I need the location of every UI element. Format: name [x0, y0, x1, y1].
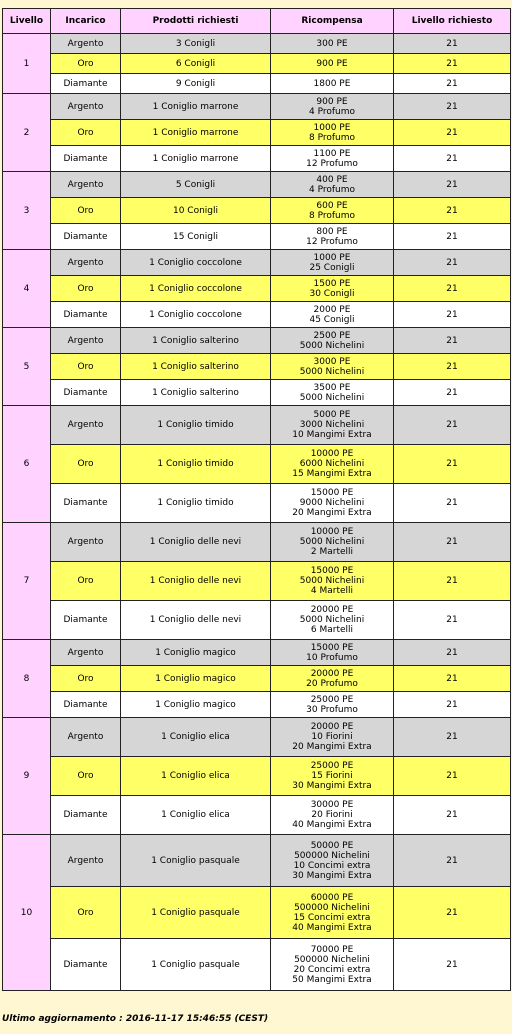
reward-line: 4 Profumo [308, 106, 355, 117]
reward-line: 5000 PE [313, 410, 351, 420]
reward-line: 20000 PE [310, 668, 354, 679]
product-cell: 1 Coniglio marrone [121, 146, 271, 172]
reward-line: 25 Conigli [309, 262, 355, 273]
reward-cell [271, 406, 394, 445]
task-cell: Diamante [51, 302, 121, 328]
table-row [3, 939, 511, 991]
product-cell: 3 Conigli [121, 34, 271, 54]
header-row [3, 9, 511, 34]
product-cell: 1 Coniglio coccolone [121, 250, 271, 276]
required-level-cell: 21 [394, 718, 511, 757]
table-row [3, 146, 511, 172]
level-cell: 2 [3, 94, 51, 172]
reward-cell [271, 224, 394, 250]
reward-line: 20 Profumo [306, 678, 358, 689]
level-cell: 8 [3, 640, 51, 718]
reward-cell [271, 523, 394, 562]
header-livello: Livello [3, 9, 51, 34]
product-cell: 1 Coniglio salterino [121, 380, 271, 406]
table-row [3, 328, 511, 354]
product-cell: 1 Coniglio timido [121, 484, 271, 523]
task-cell: Oro [51, 54, 121, 74]
reward-line: 20 Mangimi Extra [292, 742, 372, 752]
reward-line: 900 PE [316, 96, 348, 107]
required-level-cell: 21 [394, 172, 511, 198]
product-cell: 1 Coniglio elica [121, 796, 271, 835]
reward-line: 2000 PE [313, 304, 351, 315]
reward-line: 1100 PE [313, 148, 351, 159]
required-level-cell: 21 [394, 939, 511, 991]
reward-cell [271, 666, 394, 692]
task-cell: Argento [51, 250, 121, 276]
table-row [3, 250, 511, 276]
reward-cell [271, 835, 394, 887]
reward-line: 10000 PE [310, 449, 354, 459]
task-cell: Argento [51, 34, 121, 54]
table-row [3, 887, 511, 939]
required-level-cell: 21 [394, 484, 511, 523]
product-cell: 5 Conigli [121, 172, 271, 198]
task-cell: Diamante [51, 484, 121, 523]
product-cell: 1 Coniglio timido [121, 445, 271, 484]
task-cell: Oro [51, 666, 121, 692]
task-cell: Diamante [51, 380, 121, 406]
header-ricompensa: Ricompensa [271, 9, 394, 34]
required-level-cell: 21 [394, 406, 511, 445]
reward-line: 3500 PE [313, 382, 351, 393]
reward-line: 1500 PE [313, 278, 351, 289]
level-cell: 3 [3, 172, 51, 250]
product-cell: 1 Coniglio pasquale [121, 887, 271, 939]
task-cell: Argento [51, 835, 121, 887]
table-row [3, 718, 511, 757]
reward-cell [271, 198, 394, 224]
product-cell: 1 Coniglio pasquale [121, 939, 271, 991]
last-updated: Ultimo aggiornamento : 2016-11-17 15:46:55 (CEST) [2, 1014, 269, 1024]
table-row [3, 484, 511, 523]
table-row [3, 523, 511, 562]
reward-cell [271, 796, 394, 835]
reward-cell [271, 887, 394, 939]
rewards-table [2, 8, 511, 991]
reward-cell [271, 276, 394, 302]
reward-line: 15000 PE [310, 566, 354, 576]
reward-cell [271, 380, 394, 406]
reward-line: 20 Mangimi Extra [292, 508, 372, 518]
required-level-cell: 21 [394, 224, 511, 250]
required-level-cell: 21 [394, 34, 511, 54]
reward-line: 500000 Nichelini [294, 850, 370, 861]
reward-line: 500000 Nichelini [294, 954, 370, 965]
reward-line: 5000 Nichelini [299, 340, 365, 351]
header-incarico: Incarico [51, 9, 121, 34]
task-cell: Oro [51, 562, 121, 601]
reward-line: 800 PE [316, 226, 348, 237]
table-row [3, 445, 511, 484]
product-cell: 15 Conigli [121, 224, 271, 250]
table-row [3, 34, 511, 54]
reward-line: 25000 PE [310, 694, 354, 705]
reward-line: 15000 PE [310, 488, 354, 498]
reward-line: 30000 PE [310, 800, 354, 810]
table-row [3, 172, 511, 198]
task-cell: Argento [51, 328, 121, 354]
reward-cell [271, 939, 394, 991]
level-cell: 5 [3, 328, 51, 406]
reward-line: 15 Concimi extra [293, 912, 371, 923]
required-level-cell: 21 [394, 445, 511, 484]
reward-line: 40 Mangimi Extra [292, 922, 372, 933]
product-cell: 1 Coniglio timido [121, 406, 271, 445]
table-row [3, 757, 511, 796]
reward-cell [271, 757, 394, 796]
reward-cell [271, 74, 394, 94]
reward-cell [271, 34, 394, 54]
reward-line: 12 Profumo [306, 158, 358, 169]
reward-cell [271, 692, 394, 718]
header-livello-richiesto: Livello richiesto [394, 9, 511, 34]
required-level-cell: 21 [394, 796, 511, 835]
reward-line: 30 Conigli [309, 288, 355, 299]
task-cell: Diamante [51, 146, 121, 172]
task-cell: Argento [51, 406, 121, 445]
table-row [3, 276, 511, 302]
required-level-cell: 21 [394, 380, 511, 406]
reward-line: 1800 PE [313, 78, 351, 89]
product-cell: 6 Conigli [121, 54, 271, 74]
task-cell: Diamante [51, 796, 121, 835]
reward-line: 10 Profumo [306, 652, 358, 663]
task-cell: Diamante [51, 224, 121, 250]
product-cell: 1 Coniglio delle nevi [121, 523, 271, 562]
reward-line: 15 Mangimi Extra [292, 469, 372, 479]
task-cell: Oro [51, 198, 121, 224]
reward-line: 6000 Nichelini [299, 459, 365, 469]
reward-line: 4 Martelli [310, 586, 354, 596]
reward-line: 5000 Nichelini [299, 366, 365, 377]
table-row [3, 74, 511, 94]
required-level-cell: 21 [394, 94, 511, 120]
reward-cell [271, 172, 394, 198]
product-cell: 1 Coniglio pasquale [121, 835, 271, 887]
reward-cell [271, 601, 394, 640]
required-level-cell: 21 [394, 302, 511, 328]
required-level-cell: 21 [394, 54, 511, 74]
table-row [3, 302, 511, 328]
table-row [3, 198, 511, 224]
required-level-cell: 21 [394, 146, 511, 172]
product-cell: 1 Coniglio elica [121, 718, 271, 757]
level-cell: 1 [3, 34, 51, 94]
level-cell: 6 [3, 406, 51, 523]
reward-line: 10000 PE [310, 527, 354, 537]
required-level-cell: 21 [394, 692, 511, 718]
table-row [3, 666, 511, 692]
reward-line: 400 PE [316, 174, 348, 185]
table-body [3, 34, 511, 991]
table-row [3, 380, 511, 406]
reward-line: 10 Fiorini [311, 732, 353, 742]
table-row [3, 601, 511, 640]
level-cell: 9 [3, 718, 51, 835]
required-level-cell: 21 [394, 328, 511, 354]
task-cell: Argento [51, 718, 121, 757]
reward-line: 30 Mangimi Extra [292, 870, 372, 881]
reward-line: 20000 PE [310, 722, 354, 732]
required-level-cell: 21 [394, 250, 511, 276]
task-cell: Oro [51, 276, 121, 302]
reward-line: 15 Fiorini [311, 771, 353, 781]
required-level-cell: 21 [394, 276, 511, 302]
task-cell: Argento [51, 523, 121, 562]
reward-line: 3000 Nichelini [299, 420, 365, 430]
reward-cell [271, 562, 394, 601]
required-level-cell: 21 [394, 666, 511, 692]
reward-cell [271, 120, 394, 146]
product-cell: 1 Coniglio coccolone [121, 276, 271, 302]
reward-line: 500000 Nichelini [294, 902, 370, 913]
task-cell: Oro [51, 887, 121, 939]
reward-line: 10 Concimi extra [293, 860, 371, 871]
product-cell: 10 Conigli [121, 198, 271, 224]
product-cell: 1 Coniglio magico [121, 692, 271, 718]
task-cell: Argento [51, 94, 121, 120]
required-level-cell: 21 [394, 835, 511, 887]
reward-line: 20 Fiorini [311, 810, 353, 820]
reward-cell [271, 146, 394, 172]
task-cell: Argento [51, 640, 121, 666]
product-cell: 9 Conigli [121, 74, 271, 94]
task-cell: Oro [51, 445, 121, 484]
reward-line: 600 PE [316, 200, 348, 211]
table-row [3, 835, 511, 887]
required-level-cell: 21 [394, 74, 511, 94]
required-level-cell: 21 [394, 757, 511, 796]
task-cell: Diamante [51, 74, 121, 94]
reward-line: 15000 PE [310, 642, 354, 653]
reward-line: 30 Mangimi Extra [292, 781, 372, 791]
product-cell: 1 Coniglio salterino [121, 354, 271, 380]
task-cell: Diamante [51, 692, 121, 718]
table-row [3, 224, 511, 250]
task-cell: Oro [51, 354, 121, 380]
task-cell: Argento [51, 172, 121, 198]
required-level-cell: 21 [394, 562, 511, 601]
reward-cell [271, 250, 394, 276]
reward-cell [271, 445, 394, 484]
required-level-cell: 21 [394, 887, 511, 939]
task-cell: Oro [51, 120, 121, 146]
reward-line: 20 Concimi extra [293, 964, 371, 975]
reward-line: 2 Martelli [310, 547, 354, 557]
level-cell: 4 [3, 250, 51, 328]
table-row [3, 54, 511, 74]
reward-cell [271, 484, 394, 523]
reward-line: 8 Profumo [308, 132, 355, 143]
product-cell: 1 Coniglio delle nevi [121, 562, 271, 601]
product-cell: 1 Coniglio magico [121, 640, 271, 666]
reward-line: 60000 PE [310, 892, 354, 903]
reward-cell [271, 718, 394, 757]
required-level-cell: 21 [394, 120, 511, 146]
reward-line: 9000 Nichelini [299, 498, 365, 508]
reward-cell [271, 640, 394, 666]
reward-line: 2500 PE [313, 330, 351, 341]
reward-line: 4 Profumo [308, 184, 355, 195]
product-cell: 1 Coniglio delle nevi [121, 601, 271, 640]
product-cell: 1 Coniglio marrone [121, 94, 271, 120]
table-row [3, 120, 511, 146]
reward-line: 300 PE [316, 38, 348, 49]
required-level-cell: 21 [394, 198, 511, 224]
reward-line: 3000 PE [313, 356, 351, 367]
product-cell: 1 Coniglio magico [121, 666, 271, 692]
reward-line: 5000 Nichelini [299, 576, 365, 586]
task-cell: Oro [51, 757, 121, 796]
reward-line: 70000 PE [310, 944, 354, 955]
table-row [3, 640, 511, 666]
reward-cell [271, 302, 394, 328]
task-cell: Diamante [51, 601, 121, 640]
reward-line: 1000 PE [313, 252, 351, 263]
reward-line: 40 Mangimi Extra [292, 820, 372, 830]
required-level-cell: 21 [394, 523, 511, 562]
required-level-cell: 21 [394, 354, 511, 380]
reward-line: 25000 PE [310, 761, 354, 771]
product-cell: 1 Coniglio coccolone [121, 302, 271, 328]
task-cell: Diamante [51, 939, 121, 991]
reward-cell [271, 354, 394, 380]
reward-line: 6 Martelli [310, 625, 354, 635]
reward-line: 5000 Nichelini [299, 537, 365, 547]
reward-line: 1000 PE [313, 122, 351, 133]
product-cell: 1 Coniglio marrone [121, 120, 271, 146]
reward-line: 5000 Nichelini [299, 615, 365, 625]
reward-line: 50 Mangimi Extra [292, 974, 372, 985]
product-cell: 1 Coniglio elica [121, 757, 271, 796]
reward-line: 12 Profumo [306, 236, 358, 247]
reward-cell [271, 94, 394, 120]
reward-line: 30 Profumo [306, 704, 358, 715]
reward-line: 50000 PE [310, 840, 354, 851]
reward-cell [271, 54, 394, 74]
table-row [3, 354, 511, 380]
reward-line: 20000 PE [310, 605, 354, 615]
reward-line: 45 Conigli [309, 314, 355, 325]
table-row [3, 692, 511, 718]
level-cell: 7 [3, 523, 51, 640]
required-level-cell: 21 [394, 640, 511, 666]
table-row [3, 562, 511, 601]
table-row [3, 796, 511, 835]
reward-cell [271, 328, 394, 354]
reward-line: 900 PE [316, 58, 348, 69]
required-level-cell: 21 [394, 601, 511, 640]
reward-line: 8 Profumo [308, 210, 355, 221]
table-row [3, 406, 511, 445]
level-cell: 10 [3, 835, 51, 991]
reward-line: 10 Mangimi Extra [292, 430, 372, 440]
reward-line: 5000 Nichelini [299, 392, 365, 403]
product-cell: 1 Coniglio salterino [121, 328, 271, 354]
table-row [3, 94, 511, 120]
header-prodotti: Prodotti richiesti [121, 9, 271, 34]
